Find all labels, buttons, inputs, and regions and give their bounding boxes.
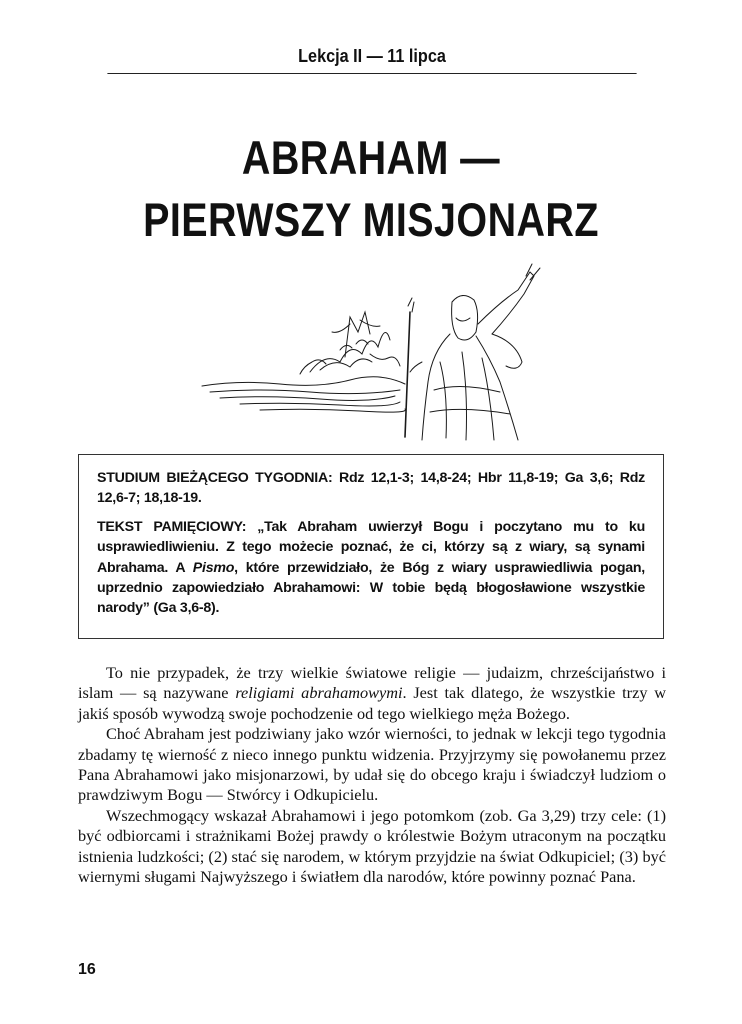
page-number: 16 <box>78 961 96 978</box>
memory-paragraph <box>97 517 645 619</box>
body-text <box>78 663 666 887</box>
abraham-sketch-icon <box>200 262 550 442</box>
body-paragraph-3: Wszechmogący wskazał Abrahamowi i jego potomkom (zob. Ga 3,29) trzy cele: (1) być odbiorcami i strażnikami Bożej prawdy o królestwie Bożym utraconym na początku istnienia ludzkości; (2) stać się narodem, w którym przyjdzie na świat Odkupiciel; (3) być wiernymi sługami Najwyższego i światłem dla narodów, które powinny poznać Pana. <box>78 805 666 887</box>
memory-text-1: „Tak Abraham uwierzył Bogu i poczytano mu to ku usprawiedliwieniu. Z tego możecie poznać, że ci, którzy są z wiary, są synami Abrahama. A <box>97 518 645 576</box>
body-paragraph-2: Choć Abraham jest podziwiany jako wzór wierności, to jednak w lekcji tego tygodnia zbadamy tę wierność z nieco innego punktu widzenia. Przyjrzymy się powołanemu przez Pana Abrahamowi jako misjonarzowi, by udał się do obcego kraju i świadczył ludziom o prawdziwym Bogu — Stwórcy i Odkupicielu. <box>78 724 666 805</box>
memory-text-2: , które przewidziało, że Bóg z wiary usprawiedliwia pogan, uprzednio zapowiedziało Abrahamowi: W tobie będą błogosławione wszystkie narody” (Ga 3,6-8). <box>97 559 645 617</box>
page-title <box>40 127 702 251</box>
body-paragraph-1 <box>78 663 666 724</box>
study-text: Rdz 12,1-3; 14,8-24; Hbr 11,8-19; Ga 3,6; Rdz 12,6-7; 18,18-19. <box>97 470 645 507</box>
study-box <box>78 454 664 639</box>
study-paragraph <box>97 468 645 509</box>
memory-label: TEKST PAMIĘCIOWY: <box>97 518 247 535</box>
memory-italic: Pismo <box>192 559 235 576</box>
p1-text-a: To nie przypadek, że trzy wielkie światowe religie — judaizm, chrześcijaństwo i islam — są nazywane <box>78 663 666 703</box>
study-label: STUDIUM BIEŻĄCEGO TYGODNIA: <box>97 470 333 486</box>
title-line-1: ABRAHAM — <box>241 131 501 184</box>
lesson-header: Lekcja II — 11 lipca <box>107 44 636 74</box>
p1-text-b: . Jest tak dlatego, że wszystkie trzy w jakiś sposób wywodzą swoje pochodzenie od tego wielkiego męża Bożego. <box>78 683 666 723</box>
p1-italic: religiami abrahamowymi <box>235 683 403 703</box>
title-line-2: PIERWSZY MISJONARZ <box>143 193 599 246</box>
